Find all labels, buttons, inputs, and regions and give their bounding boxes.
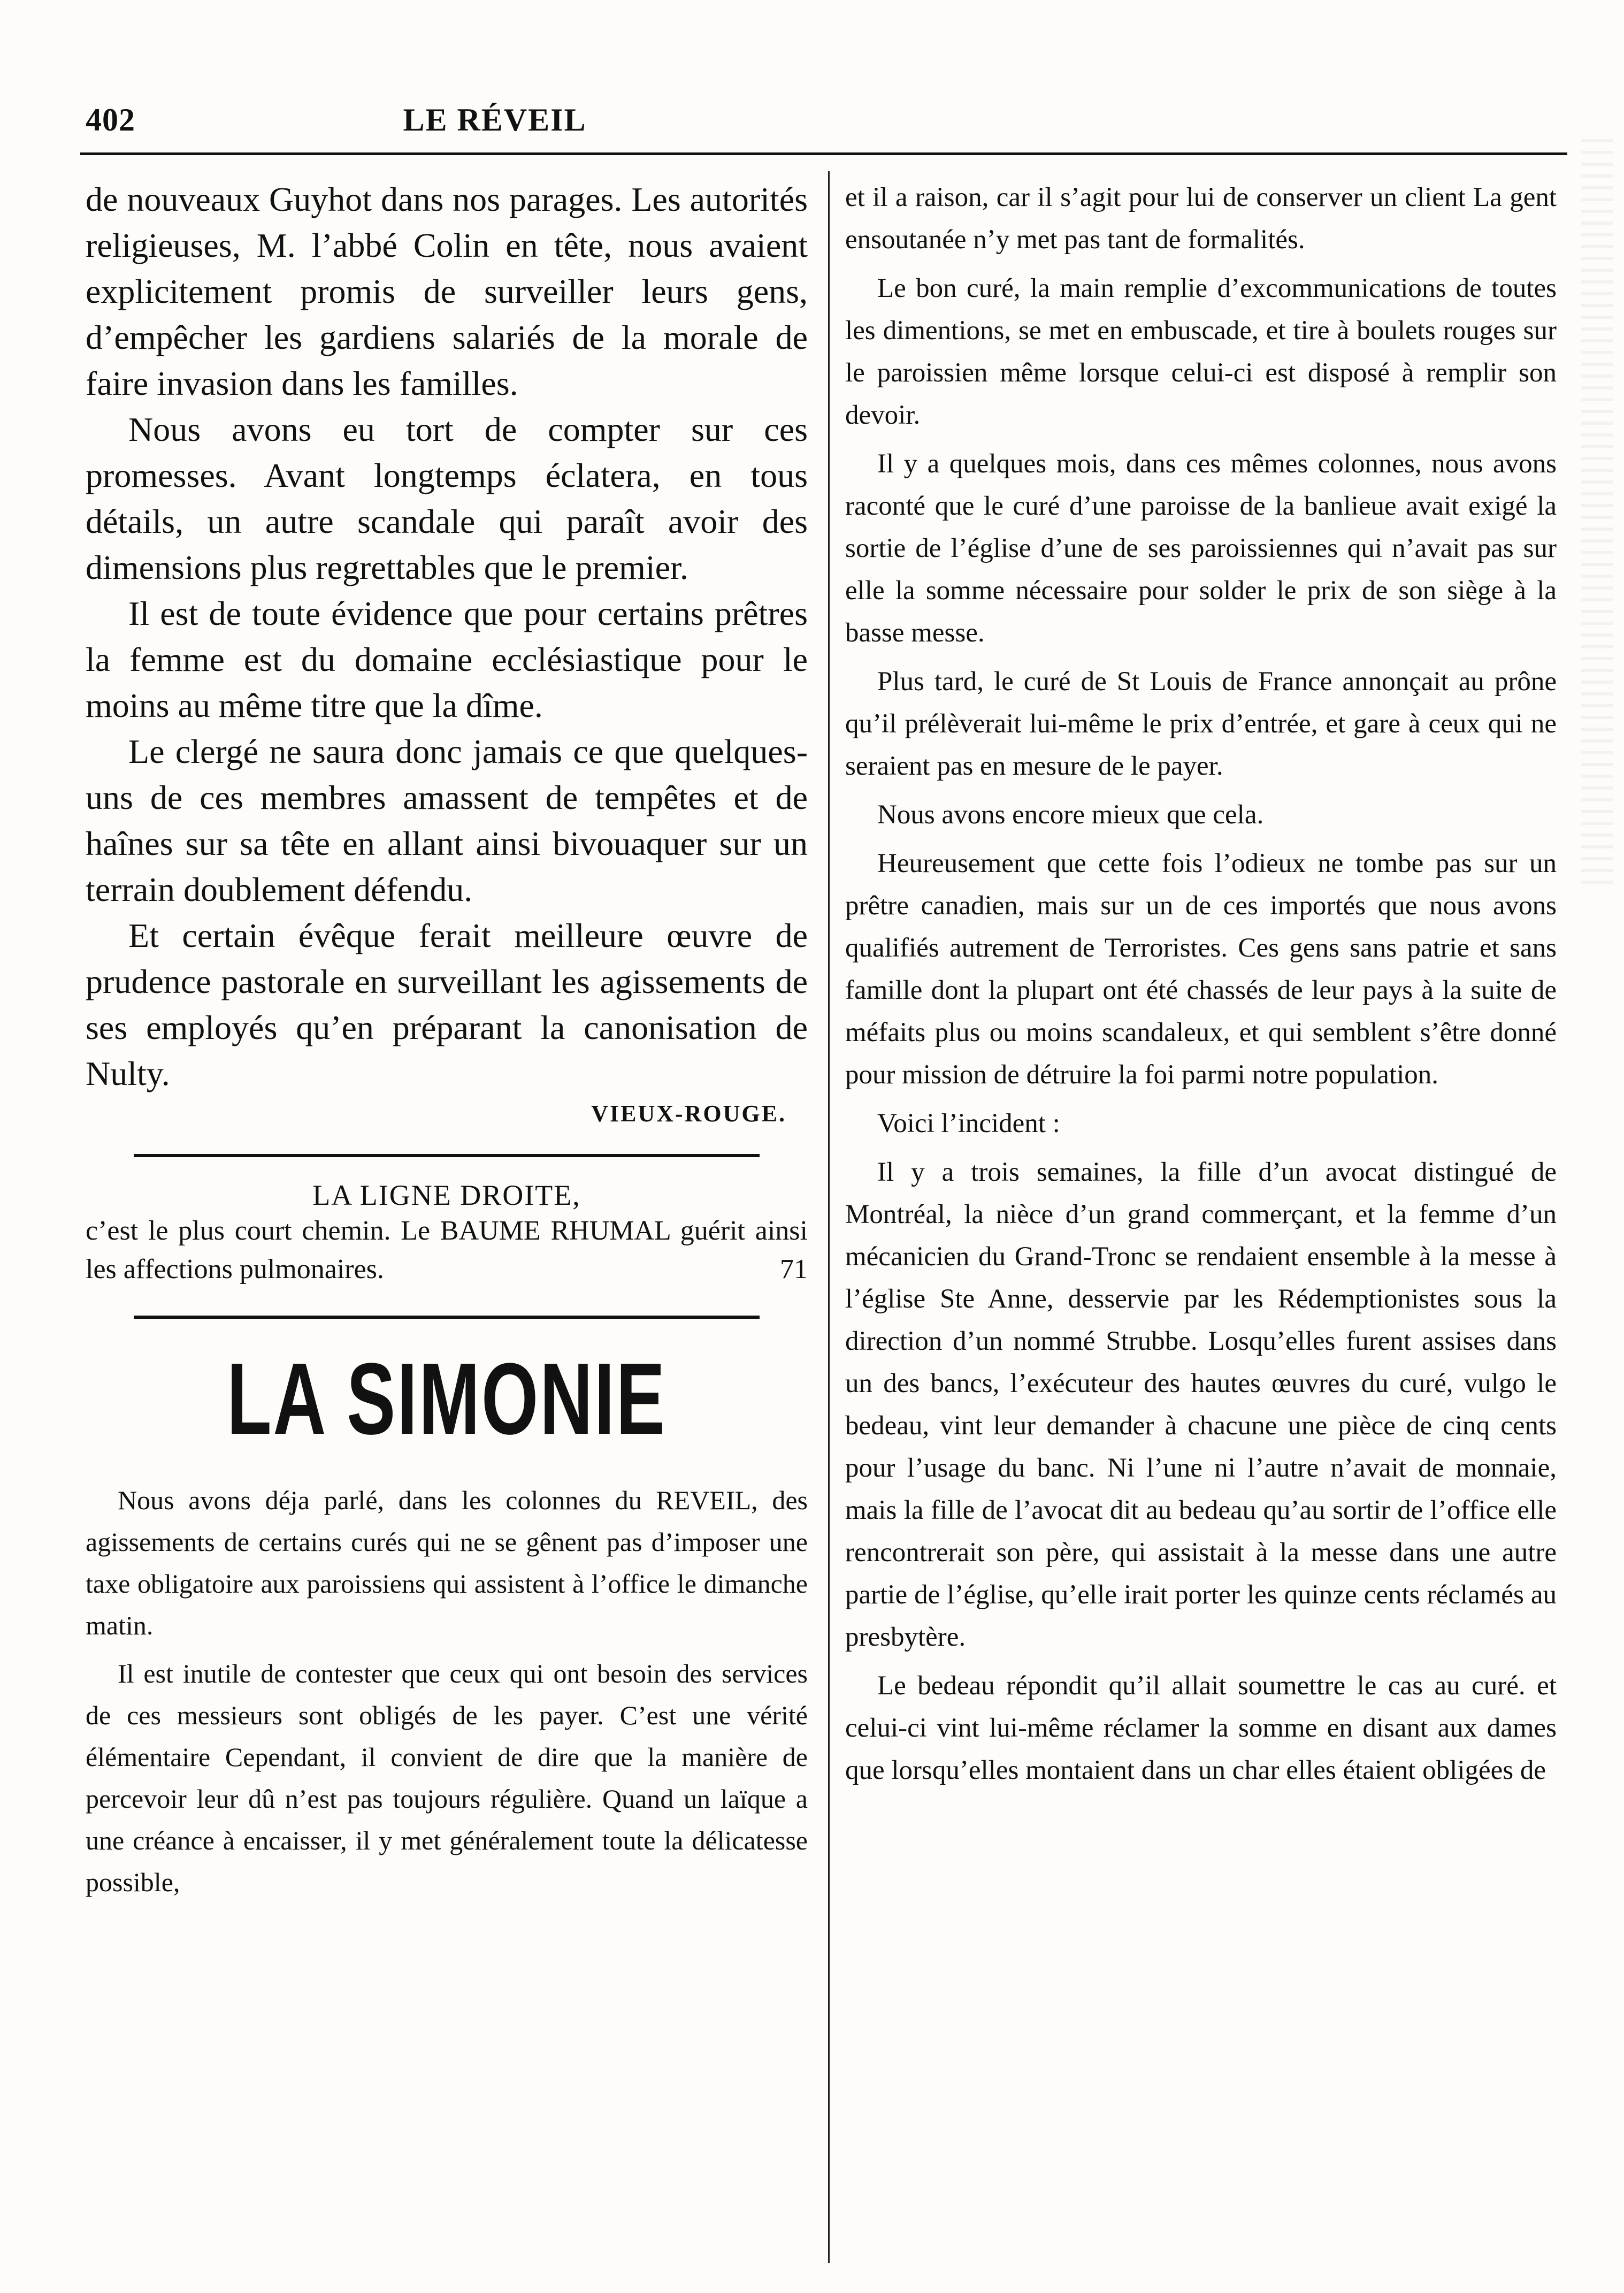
running-head — [80, 102, 1578, 144]
left-paragraph-3: Il est de toute évidence que pour certains prêtres la femme est du domaine ecclésiastique pour le moins au même titre que la dîme. — [86, 594, 808, 724]
right-paragraph-1: et il a raison, car il s’agit pour lui de conserver un client La gent ensoutanée n’y met pas tant de formalités. — [845, 182, 1557, 255]
article-paragraph-2: Il est inutile de contester que ceux qui ont besoin des services de ces messieurs sont obligés de les payer. C’est une vérité élémentaire Cependant, il convient de dire que la manière de percevoir leur dû n’est pas toujours régulière. Quand un laïque a une créance à encaisser, il y met généralement toute la délicatesse possible, — [86, 1658, 808, 1897]
article-paragraph-1: Nous avons déja parlé, dans les colonnes du REVEIL, des agissements de certains curés qui ne se gênent pas d’imposer une taxe obligatoire aux paroissiens qui assistent à l’office le dimanche matin. — [86, 1485, 808, 1640]
margin-scan-noise — [1581, 139, 1613, 888]
header-rule — [80, 152, 1567, 155]
advertisement-number: 71 — [780, 1254, 808, 1285]
section-title: LA SIMONIE — [227, 1342, 667, 1456]
column-divider — [828, 171, 830, 2263]
right-column — [845, 177, 1557, 1798]
advertisement-text: c’est le plus court chemin. Le BAUME RHUMAL guérit ainsi les affections pulmonaires. — [86, 1216, 808, 1285]
right-paragraph-5: Nous avons encore mieux que cela. — [877, 800, 1264, 830]
left-paragraph-5: Et certain évêque ferait meilleure œuvre de prudence pastorale en surveillant les agissements de ses employés qu’en préparant la canonisation de Nulty. — [86, 916, 808, 1092]
title-separator-rule — [134, 1316, 760, 1319]
section-separator-rule — [134, 1154, 760, 1157]
right-paragraph-9: Le bedeau répondit qu’il allait soumettre le cas au curé. et celui-ci vint lui-même réclamer la somme en disant aux dames que lorsqu’elles montaient dans un char elles étaient obligées de — [845, 1671, 1557, 1785]
right-paragraph-2: Le bon curé, la main remplie d’excommunications de toutes les dimentions, se met en embuscade, et tire à boulets rouges sur le paroissien même lorsque celui-ci est disposé à remplir son devoir. — [845, 273, 1557, 430]
advertisement-heading: LA LIGNE DROITE, — [312, 1179, 581, 1211]
left-paragraph-2: Nous avons eu tort de compter sur ces promesses. Avant longtemps éclatera, en tous détails, un autre scandale qui paraît avoir des dimensions plus regrettables que le premier. — [86, 410, 808, 586]
left-paragraph-1: de nouveaux Guyhot dans nos parages. Les autorités religieuses, M. l’abbé Colin en tête, nous avaient explicitement promis de surveiller leurs gens, d’empêcher les gardiens salariés de la morale de faire invasion dans les familles. — [86, 180, 808, 402]
advertisement-body — [86, 1212, 808, 1289]
left-column — [86, 177, 808, 1909]
journal-title: LE RÉVEIL — [403, 102, 587, 137]
right-paragraph-7: Voici l’incident : — [877, 1109, 1060, 1138]
page-number: 402 — [86, 102, 135, 137]
right-paragraph-8: Il y a trois semaines, la fille d’un avocat distingué de Montréal, la nièce d’un grand commerçant, et la femme d’un mécanicien du Grand-Tronc se rendaient ensemble à la messe à l’église Ste Anne, desservie par les Rédemptionistes sous la direction d’un nommé Strubbe. Losqu’elles furent assises dans un des bancs, l’exécuteur des hautes œuvres du curé, vulgo le bedeau, vint leur demander à chacune une pièce de cinq cents pour l’usage du banc. Ni l’une ni l’autre n’avait de monnaie, mais la fille de l’avocat dit au bedeau qu’au sortir de l’office elle rencontrerait son père, qui assistait à la messe dans une autre partie de l’église, qu’elle irait porter les quinze cents réclamés au presbytère. — [845, 1157, 1557, 1652]
right-paragraph-4: Plus tard, le curé de St Louis de France annonçait au prône qu’il prélèverait lui-même le prix d’entrée, et gare à ceux qui ne seraient pas en mesure de le payer. — [845, 667, 1557, 781]
left-paragraph-4: Le clergé ne saura donc jamais ce que quelques-uns de ces membres amassent de tempêtes et de haînes sur sa tête en allant ainsi bivouaquer sur un terrain doublement défendu. — [86, 732, 808, 908]
author-signature: VIEUX-ROUGE. — [591, 1100, 786, 1127]
right-paragraph-6: Heureusement que cette fois l’odieux ne tombe pas sur un prêtre canadien, mais sur un de ces importés que nous avons qualifiés autrement de Terroristes. Ces gens sans patrie et sans famille dont la plupart ont été chassés de leur pays à la suite de méfaits plus ou moins scandaleux, et qui semblent s’être donné pour mission de détruire la foi parmi notre population. — [845, 849, 1557, 1090]
right-paragraph-3: Il y a quelques mois, dans ces mêmes colonnes, nous avons raconté que le curé d’une paroisse de la banlieue avait exigé la sortie de l’église d’une de ses paroissiennes qui n’avait pas sur elle la somme nécessaire pour solder le prix de son siège à la basse messe. — [845, 449, 1557, 648]
